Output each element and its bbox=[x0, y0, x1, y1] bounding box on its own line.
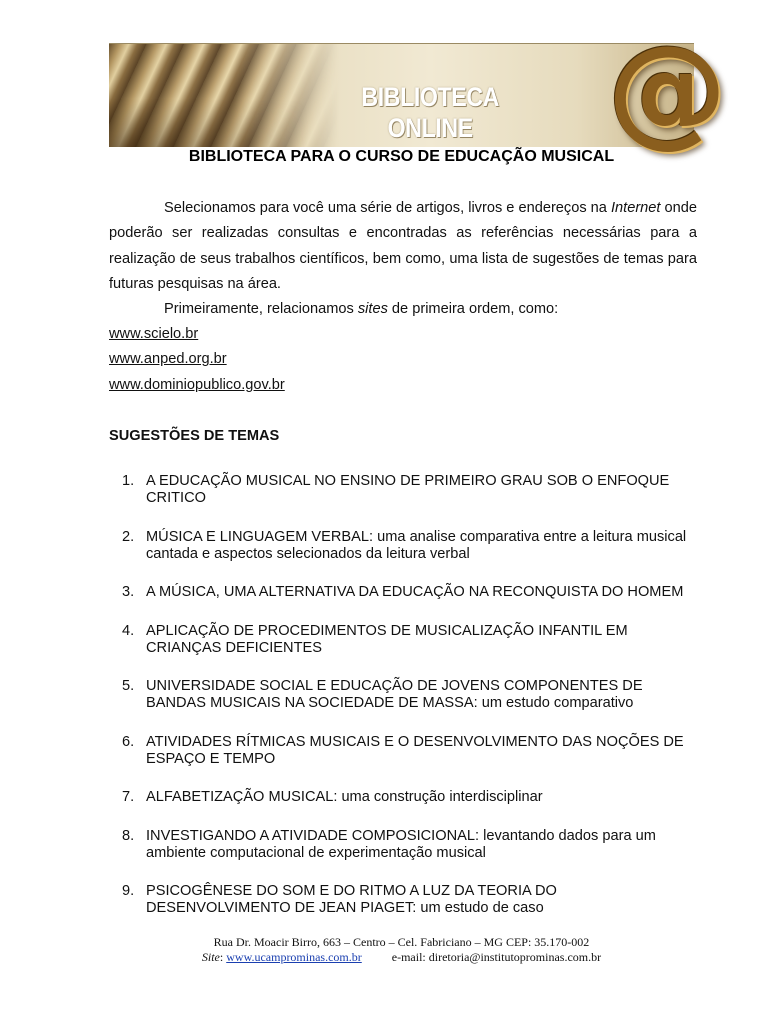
sites-paragraph bbox=[109, 297, 697, 322]
link-scielo[interactable]: www.scielo.br bbox=[109, 326, 199, 342]
list-item-number: 7. bbox=[122, 789, 135, 805]
list-item-text: A MÚSICA, UMA ALTERNATIVA DA EDUCAÇÃO NA RECONQUISTA DO HOMEM bbox=[146, 584, 684, 600]
site-links bbox=[109, 322, 285, 398]
list-item-number: 8. bbox=[122, 827, 135, 844]
list-item bbox=[122, 828, 697, 862]
page-title: BIBLIOTECA PARA O CURSO DE EDUCAÇÃO MUSICAL bbox=[188, 148, 615, 165]
list-item bbox=[122, 529, 697, 563]
footer-address: Rua Dr. Moacir Birro, 663 – Centro – Cel. Fabriciano – MG CEP: 35.170-002 bbox=[213, 935, 590, 949]
list-item-text: PSICOGÊNESE DO SOM E DO RITMO A LUZ DA TEORIA DO DESENVOLVIMENTO DE JEAN PIAGET: um estudo de caso bbox=[146, 883, 557, 916]
banner-title: BIBLIOTECA ONLINE bbox=[361, 82, 499, 143]
footer-site-label: Site bbox=[201, 950, 220, 964]
list-item bbox=[122, 678, 697, 712]
list-item-number: 2. bbox=[122, 528, 135, 545]
books-shadow bbox=[109, 99, 309, 147]
list-item bbox=[122, 584, 697, 601]
sites-text-2: de primeira ordem, como: bbox=[387, 301, 559, 317]
list-item-text: A EDUCAÇÃO MUSICAL NO ENSINO DE PRIMEIRO GRAU SOB O ENFOQUE CRITICO bbox=[146, 473, 670, 506]
section-title: SUGESTÕES DE TEMAS bbox=[109, 428, 280, 444]
list-item bbox=[122, 623, 697, 657]
list-item-number: 1. bbox=[122, 473, 135, 489]
page-footer bbox=[109, 935, 694, 965]
list-item-text: ALFABETIZAÇÃO MUSICAL: uma construção interdisciplinar bbox=[146, 789, 543, 805]
footer-email: e-mail: diretoria@institutoprominas.com.br bbox=[391, 950, 602, 964]
footer-site-link[interactable]: www.ucamprominas.com.br bbox=[226, 950, 362, 964]
list-item-number: 4. bbox=[122, 622, 135, 639]
topics-list bbox=[122, 473, 697, 939]
link-anped[interactable]: www.anped.org.br bbox=[109, 351, 227, 368]
sites-text-1: Primeiramente, relacionamos bbox=[164, 301, 358, 317]
list-item-number: 3. bbox=[122, 584, 135, 600]
list-item-text: APLICAÇÃO DE PROCEDIMENTOS DE MUSICALIZAÇÃO INFANTIL EM CRIANÇAS DEFICIENTES bbox=[146, 622, 628, 656]
at-sign-icon: @ bbox=[607, 21, 727, 160]
list-item bbox=[122, 734, 697, 768]
list-item-number: 5. bbox=[122, 678, 135, 694]
list-item bbox=[122, 473, 697, 507]
footer-site-sep: : bbox=[219, 950, 227, 964]
list-item bbox=[122, 789, 697, 806]
list-item-text: MÚSICA E LINGUAGEM VERBAL: uma analise comparativa entre a leitura musical cantada e aspectos selecionados da leitura verbal bbox=[146, 528, 687, 562]
list-item-text: UNIVERSIDADE SOCIAL E EDUCAÇÃO DE JOVENS COMPONENTES DE BANDAS MUSICAIS NA SOCIEDADE DE MASSA: um estudo comparativo bbox=[146, 678, 643, 711]
list-item-text: INVESTIGANDO A ATIVIDADE COMPOSICIONAL: levantando dados para um ambiente computacional de experimentação musical bbox=[146, 827, 656, 861]
list-item bbox=[122, 883, 697, 917]
sites-italic: sites bbox=[357, 301, 388, 317]
intro-text-1: Selecionamos para você uma série de artigos, livros e endereços na bbox=[164, 200, 611, 216]
list-item-number: 9. bbox=[122, 883, 135, 899]
list-item-text: ATIVIDADES RÍTMICAS MUSICAIS E O DESENVOLVIMENTO DAS NOÇÕES DE ESPAÇO E TEMPO bbox=[146, 733, 684, 767]
intro-paragraph bbox=[109, 196, 697, 297]
intro-italic: Internet bbox=[610, 200, 661, 216]
footer-contact bbox=[109, 950, 694, 965]
intro-text-2: onde poderão ser realizadas consultas e encontradas as referências necessárias para a realização de seus trabalhos científicos, bem como, uma lista de sugestões de temas para futuras pesquisas na área. bbox=[109, 200, 698, 292]
link-dominiopublico[interactable]: www.dominiopublico.gov.br bbox=[109, 376, 285, 393]
list-item-number: 6. bbox=[122, 733, 135, 750]
